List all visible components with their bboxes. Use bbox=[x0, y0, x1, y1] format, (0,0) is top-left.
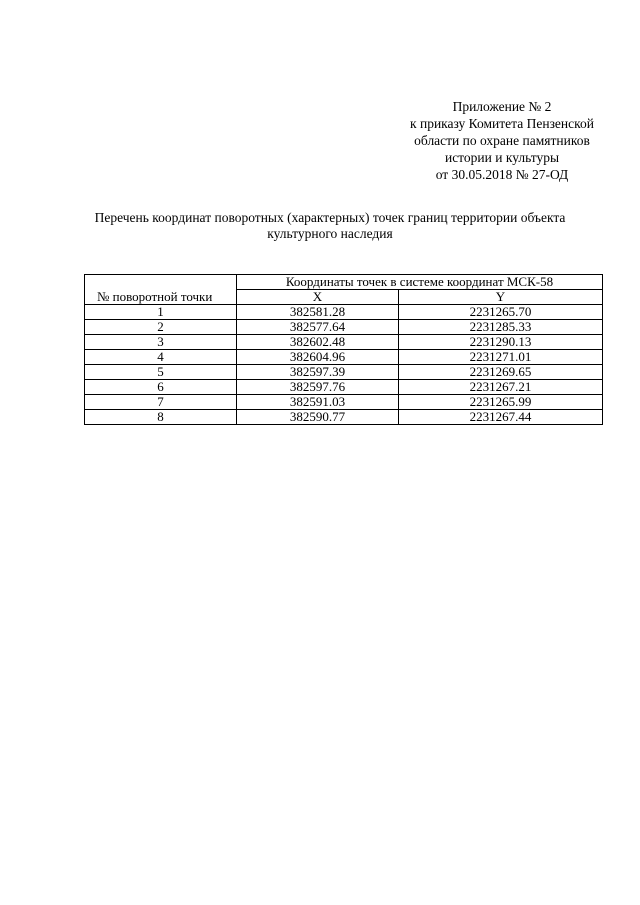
coordinates-system-header: Координаты точек в системе координат МСК-58 bbox=[237, 275, 603, 290]
appendix-line: от 30.05.2018 № 27-ОД bbox=[435, 167, 569, 182]
appendix-line: области по охране памятников bbox=[414, 133, 590, 148]
table-header-row bbox=[85, 275, 603, 290]
table-row bbox=[85, 320, 603, 335]
table-row bbox=[85, 410, 603, 425]
point-number-cell: 4 bbox=[85, 350, 237, 365]
appendix-line: к приказу Комитета Пензенской bbox=[410, 116, 594, 131]
table-row bbox=[85, 395, 603, 410]
x-coordinate-cell: 382597.76 bbox=[237, 380, 399, 395]
x-coordinate-cell: 382591.03 bbox=[237, 395, 399, 410]
point-number-cell: 8 bbox=[85, 410, 237, 425]
appendix-header bbox=[400, 98, 604, 183]
y-coordinate-cell: 2231267.44 bbox=[399, 410, 603, 425]
document-title bbox=[60, 210, 600, 242]
x-header: X bbox=[237, 290, 399, 305]
y-header: Y bbox=[399, 290, 603, 305]
table-row bbox=[85, 305, 603, 320]
table-row bbox=[85, 350, 603, 365]
appendix-line: истории и культуры bbox=[444, 150, 560, 165]
y-coordinate-cell: 2231265.70 bbox=[399, 305, 603, 320]
y-coordinate-cell: 2231285.33 bbox=[399, 320, 603, 335]
x-coordinate-cell: 382604.96 bbox=[237, 350, 399, 365]
x-coordinate-cell: 382581.28 bbox=[237, 305, 399, 320]
point-number-cell: 6 bbox=[85, 380, 237, 395]
y-coordinate-cell: 2231267.21 bbox=[399, 380, 603, 395]
point-number-cell: 7 bbox=[85, 395, 237, 410]
y-coordinate-cell: 2231265.99 bbox=[399, 395, 603, 410]
x-coordinate-cell: 382577.64 bbox=[237, 320, 399, 335]
document-title-line: культурного наследия bbox=[267, 226, 393, 241]
point-number-cell: 2 bbox=[85, 320, 237, 335]
y-coordinate-cell: 2231290.13 bbox=[399, 335, 603, 350]
x-coordinate-cell: 382602.48 bbox=[237, 335, 399, 350]
y-coordinate-cell: 2231269.65 bbox=[399, 365, 603, 380]
x-coordinate-cell: 382597.39 bbox=[237, 365, 399, 380]
coordinates-table bbox=[84, 274, 603, 425]
table-row bbox=[85, 380, 603, 395]
x-coordinate-cell: 382590.77 bbox=[237, 410, 399, 425]
point-number-cell: 1 bbox=[85, 305, 237, 320]
document-title-line: Перечень координат поворотных (характерных) точек границ территории объекта bbox=[94, 210, 566, 225]
table-row bbox=[85, 365, 603, 380]
appendix-line: Приложение № 2 bbox=[452, 99, 552, 114]
point-number-header: № поворотной точки bbox=[85, 275, 237, 305]
table-row bbox=[85, 335, 603, 350]
point-number-cell: 5 bbox=[85, 365, 237, 380]
y-coordinate-cell: 2231271.01 bbox=[399, 350, 603, 365]
point-number-cell: 3 bbox=[85, 335, 237, 350]
